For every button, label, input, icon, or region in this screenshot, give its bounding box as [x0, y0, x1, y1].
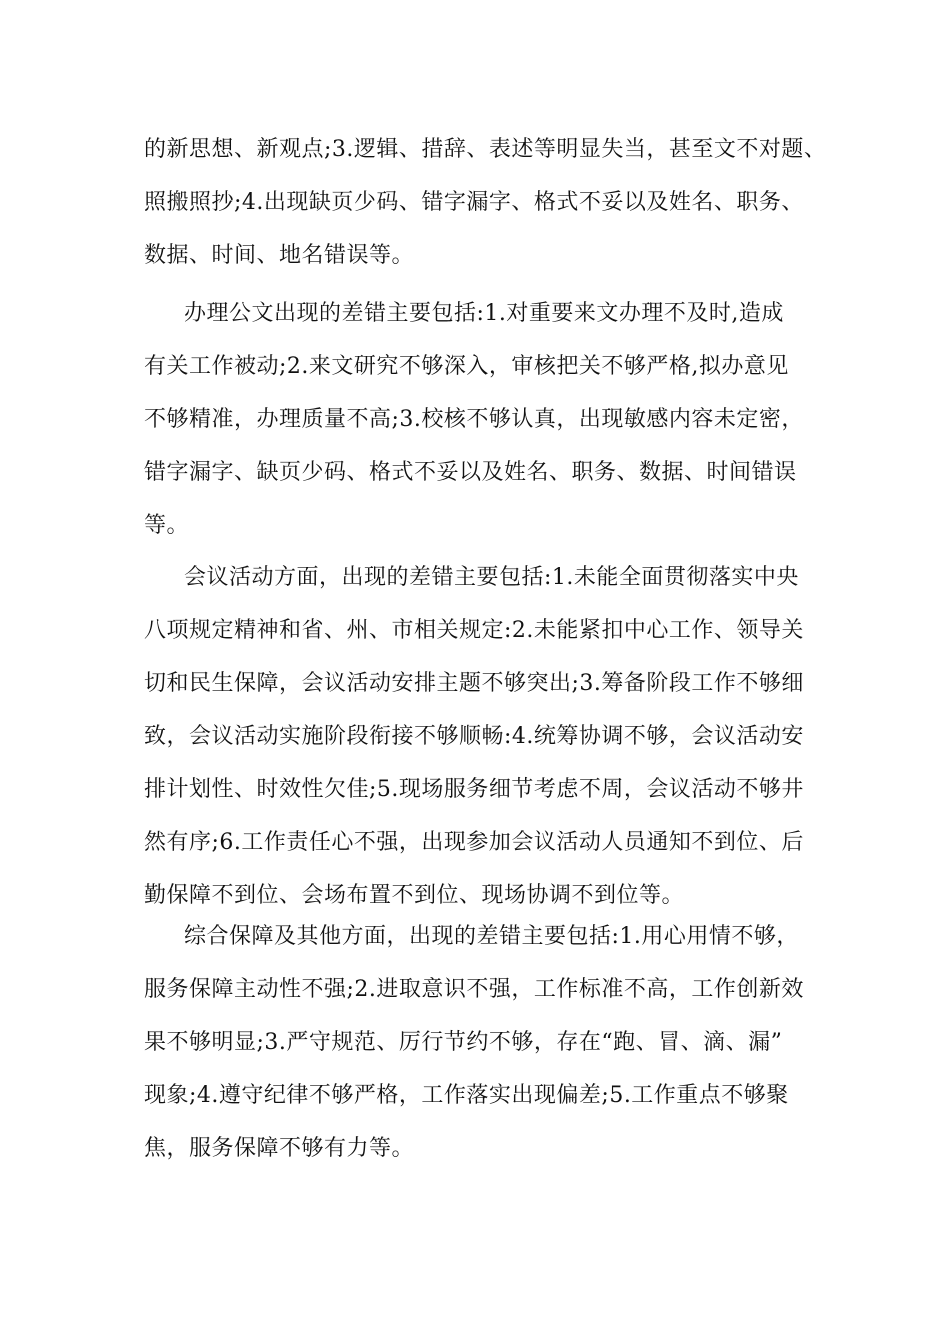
paragraph-line: 的新思想、新观点;3.逻辑、措辞、表述等明显失当，甚至文不对题、	[144, 137, 827, 162]
paragraph-meeting-activities	[144, 551, 844, 922]
paragraph-continuation	[144, 123, 844, 282]
paragraph-document-handling	[144, 287, 844, 552]
paragraph-line: 有关工作被动;2.来文研究不够深入，审核把关不够严格,拟办意见	[144, 354, 789, 379]
paragraph-comprehensive-support	[144, 910, 844, 1175]
paragraph-line: 然有序;6.工作责任心不强，出现参加会议活动人员通知不到位、后	[144, 830, 804, 855]
paragraph-line: 不够精准，办理质量不高;3.校核不够认真，出现敏感内容未定密，	[144, 407, 804, 432]
paragraph-line: 数据、时间、地名错误等。	[144, 243, 415, 268]
paragraph-line: 综合保障及其他方面，出现的差错主要包括:1.用心用情不够，	[184, 924, 799, 949]
paragraph-line: 致，会议活动实施阶段衔接不够顺畅:4.统筹协调不够，会议活动安	[144, 724, 804, 749]
paragraph-line: 错字漏字、缺页少码、格式不妥以及姓名、职务、数据、时间错误	[144, 460, 797, 485]
paragraph-line: 办理公文出现的差错主要包括:1.对重要来文办理不及时,造成	[184, 301, 784, 326]
paragraph-line: 服务保障主动性不强;2.进取意识不强，工作标准不高，工作创新效	[144, 977, 804, 1002]
paragraph-line: 现象;4.遵守纪律不够严格，工作落实出现偏差;5.工作重点不够聚	[144, 1083, 789, 1108]
paragraph-line: 果不够明显;3.严守规范、厉行节约不够，存在“跑、冒、滴、漏”	[144, 1030, 783, 1055]
paragraph-line: 八项规定精神和省、州、市相关规定:2.未能紧扣中心工作、领导关	[144, 618, 804, 643]
paragraph-line: 排计划性、时效性欠佳;5.现场服务细节考虑不周，会议活动不够井	[144, 777, 804, 802]
paragraph-line: 切和民生保障，会议活动安排主题不够突出;3.筹备阶段工作不够细	[144, 671, 804, 696]
paragraph-line: 照搬照抄;4.出现缺页少码、错字漏字、格式不妥以及姓名、职务、	[144, 190, 804, 215]
paragraph-line: 勤保障不到位、会场布置不到位、现场协调不到位等。	[144, 883, 685, 908]
paragraph-line: 等。	[144, 513, 190, 538]
paragraph-line: 会议活动方面，出现的差错主要包括:1.未能全面贯彻落实中央	[184, 565, 799, 590]
paragraph-line: 焦，服务保障不够有力等。	[144, 1136, 415, 1161]
